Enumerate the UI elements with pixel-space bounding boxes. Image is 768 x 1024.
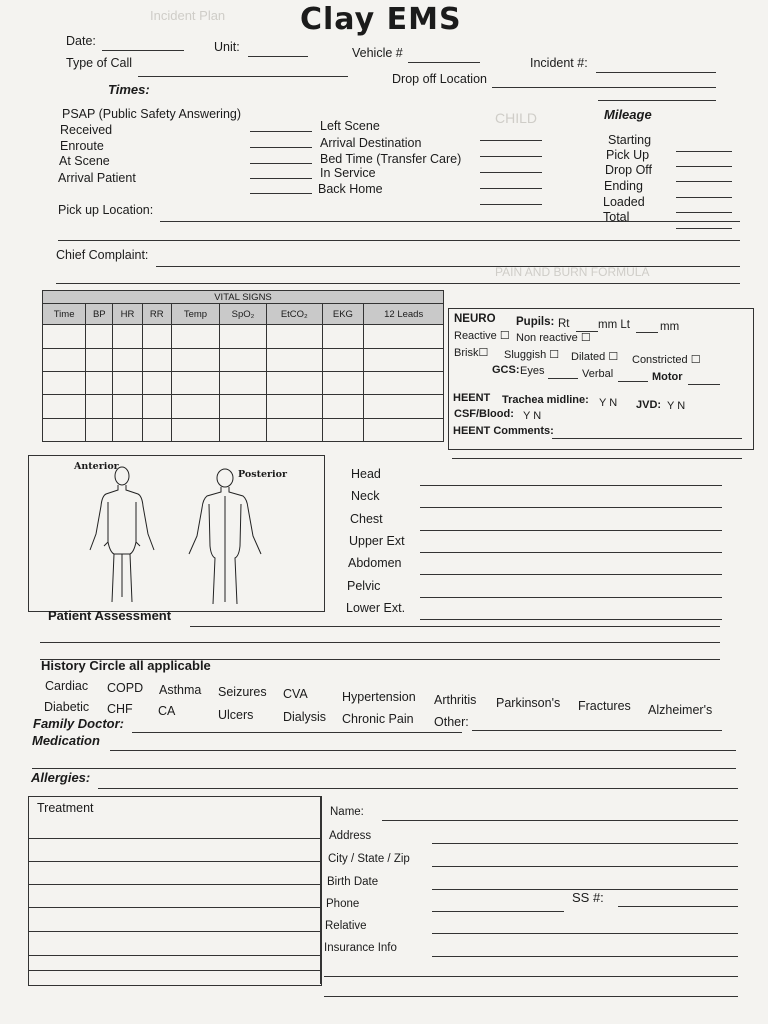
constricted-option[interactable] [632, 353, 701, 366]
address-field[interactable] [432, 843, 738, 844]
insurance-field-2[interactable] [324, 976, 738, 977]
treatment-row[interactable] [28, 838, 320, 839]
mm-lt-label: mm Lt [598, 319, 630, 331]
assessment-field[interactable] [190, 626, 720, 627]
time-label: Enroute [60, 139, 104, 153]
brisk-label: Brisk [454, 347, 479, 359]
region-label: Head [351, 467, 381, 481]
checkbox-icon[interactable]: ☐ [499, 330, 510, 342]
vs-col-header: Temp [171, 304, 219, 325]
region-label: Upper Ext [349, 534, 405, 548]
drop-off-field-2[interactable] [598, 100, 716, 101]
vs-cell[interactable] [364, 325, 444, 348]
region-field[interactable] [420, 619, 722, 620]
heent-comments-label: HEENT Comments: [453, 425, 554, 437]
history-item[interactable]: Parkinson's [496, 696, 561, 710]
history-item[interactable]: COPD [107, 681, 144, 695]
motor-label: Motor [652, 371, 683, 383]
vs-cell[interactable] [220, 325, 267, 348]
city-label: City / State / Zip [328, 853, 410, 865]
vs-col-header: HR [113, 304, 142, 325]
pupils-label: Pupils: [516, 316, 555, 328]
vs-cell[interactable] [267, 372, 322, 395]
vs-cell[interactable] [113, 395, 142, 418]
time-field[interactable] [480, 140, 542, 141]
vs-cell[interactable] [267, 395, 322, 418]
vs-cell[interactable] [220, 395, 267, 418]
vs-cell[interactable] [142, 395, 171, 418]
time-field[interactable] [480, 204, 542, 205]
chief-complaint-field-2[interactable] [56, 283, 740, 284]
vs-cell[interactable] [220, 372, 267, 395]
family-doctor-label: Family Doctor: [33, 716, 125, 731]
mileage-heading: Mileage [604, 107, 652, 122]
region-label: Pelvic [347, 579, 381, 593]
vs-col-header: SpO₂ [220, 304, 267, 325]
unit-label: Unit: [214, 40, 240, 54]
vs-cell[interactable] [220, 418, 267, 441]
vs-cell[interactable] [322, 372, 364, 395]
history-item[interactable]: CVA [283, 687, 308, 701]
name-label: Name: [330, 806, 364, 818]
drop-off-label: Drop off Location [392, 72, 487, 86]
allergies-field[interactable] [98, 788, 738, 789]
vs-cell[interactable] [86, 348, 113, 371]
non-reactive-label: Non reactive [516, 332, 578, 344]
vs-cell[interactable] [364, 395, 444, 418]
vs-cell[interactable] [364, 372, 444, 395]
constricted-label: Constricted [632, 354, 688, 366]
vs-cell[interactable] [113, 325, 142, 348]
neuro-label: NEURO [454, 313, 496, 325]
checkbox-icon[interactable]: ☐ [549, 349, 560, 361]
vs-cell[interactable] [220, 348, 267, 371]
time-field[interactable] [250, 193, 312, 194]
history-item[interactable]: Arthritis [434, 693, 477, 707]
vs-cell[interactable] [43, 395, 86, 418]
vs-cell[interactable] [267, 348, 322, 371]
mileage-label: Total [603, 210, 630, 224]
vs-cell[interactable] [113, 418, 142, 441]
vs-cell[interactable] [142, 372, 171, 395]
mileage-field[interactable] [676, 166, 732, 167]
mileage-label: Loaded [603, 195, 645, 209]
vs-cell[interactable] [171, 348, 219, 371]
address-label: Address [329, 830, 372, 842]
treatment-row[interactable] [28, 861, 320, 862]
vs-row [43, 372, 444, 395]
dilated-label: Dilated [571, 351, 606, 363]
date-label: Date: [66, 34, 96, 48]
vs-cell[interactable] [171, 325, 219, 348]
treatment-row[interactable] [28, 955, 320, 956]
time-label: At Scene [59, 154, 110, 168]
pickup-label: Pick up Location: [58, 203, 154, 217]
time-field[interactable] [480, 156, 542, 157]
region-field[interactable] [420, 574, 722, 575]
gcs-label: GCS: [492, 364, 520, 376]
vs-row [43, 348, 444, 371]
bleed-through-text: CHILD [495, 110, 538, 126]
medication-label: Medication [32, 733, 100, 748]
time-field[interactable] [480, 172, 542, 173]
vs-col-header: BP [86, 304, 113, 325]
vs-cell[interactable] [86, 372, 113, 395]
time-field[interactable] [480, 188, 542, 189]
type-of-call-field[interactable] [138, 76, 348, 77]
vs-cell[interactable] [171, 395, 219, 418]
medication-field[interactable] [110, 750, 736, 751]
vs-cell[interactable] [171, 372, 219, 395]
vs-cell[interactable] [267, 418, 322, 441]
date-field[interactable] [102, 50, 184, 51]
region-label: Lower Ext. [346, 601, 406, 615]
history-item[interactable]: Alzheimer's [648, 703, 713, 717]
posterior-label: Posterior [238, 469, 287, 480]
family-doctor-field[interactable] [132, 732, 462, 733]
history-item[interactable]: CHF [107, 702, 133, 716]
treatment-row[interactable] [28, 970, 320, 971]
time-field[interactable] [250, 178, 312, 179]
vs-col-header: Time [43, 304, 86, 325]
drop-off-field[interactable] [492, 87, 716, 88]
patient-assessment-label: Patient Assessment [48, 608, 172, 623]
time-field[interactable] [250, 147, 312, 148]
history-item[interactable]: Chronic Pain [342, 712, 414, 726]
bleed-through-text: Incident Plan [150, 8, 226, 23]
pickup-field[interactable] [160, 221, 740, 222]
anterior-body-figure[interactable] [78, 462, 162, 607]
vital-signs-table [42, 290, 444, 442]
chief-complaint-label: Chief Complaint: [56, 248, 149, 262]
mileage-field[interactable] [676, 228, 732, 229]
treatment-row[interactable] [28, 884, 320, 885]
vs-cell[interactable] [43, 372, 86, 395]
time-label: Arrival Patient [58, 171, 136, 185]
incident-label: Incident #: [530, 56, 588, 70]
mileage-field[interactable] [676, 181, 732, 182]
lt-field[interactable] [636, 332, 658, 333]
checkbox-icon[interactable]: ☐ [608, 351, 619, 363]
vs-col-header: EKG [322, 304, 364, 325]
region-field[interactable] [420, 485, 722, 486]
allergies-label: Allergies: [31, 770, 91, 785]
insurance-field-3[interactable] [324, 996, 738, 997]
city-field[interactable] [432, 866, 738, 867]
time-label: Left Scene [320, 119, 380, 133]
checkbox-icon[interactable]: ☐ [690, 354, 701, 366]
form-title: Clay EMS [300, 2, 462, 37]
history-item[interactable]: Diabetic [44, 700, 90, 714]
trachea-yn[interactable]: Y N [599, 397, 618, 409]
mileage-field[interactable] [676, 151, 732, 152]
vs-cell[interactable] [364, 348, 444, 371]
relative-label: Relative [325, 920, 367, 932]
vs-cell[interactable] [86, 325, 113, 348]
relative-field[interactable] [432, 933, 738, 934]
birth-date-label: Birth Date [327, 876, 379, 888]
vs-cell[interactable] [322, 395, 364, 418]
heent-label: HEENT [453, 392, 491, 404]
mileage-label: Starting [608, 133, 652, 147]
time-label: Bed Time (Transfer Care) [320, 152, 462, 166]
heent-comments-field-2[interactable] [452, 458, 742, 459]
eyes-field[interactable] [548, 378, 578, 379]
vs-row [43, 325, 444, 348]
vs-cell[interactable] [171, 418, 219, 441]
region-label: Abdomen [348, 556, 402, 570]
region-field[interactable] [420, 597, 722, 598]
history-item[interactable]: Asthma [159, 683, 202, 697]
vs-col-header: EtCO₂ [267, 304, 322, 325]
vs-cell[interactable] [142, 348, 171, 371]
history-item[interactable]: Seizures [218, 685, 267, 699]
times-heading: Times: [108, 82, 150, 97]
incident-field[interactable] [596, 72, 716, 73]
insurance-label: Insurance Info [324, 942, 397, 954]
vs-cell[interactable] [364, 418, 444, 441]
vs-cell[interactable] [142, 325, 171, 348]
sluggish-option[interactable] [504, 348, 559, 361]
chief-complaint-field[interactable] [156, 266, 740, 267]
mileage-label: Drop Off [605, 163, 653, 177]
motor-field[interactable] [688, 384, 720, 385]
medication-field-2[interactable] [32, 768, 736, 769]
assessment-field[interactable] [40, 642, 720, 643]
ss-label: SS #: [572, 890, 604, 905]
brisk-option[interactable] [454, 346, 488, 359]
checkbox-icon[interactable]: ☐ [478, 347, 489, 359]
vs-cell[interactable] [267, 325, 322, 348]
time-label: Arrival Destination [320, 136, 422, 150]
phone-label: Phone [326, 898, 360, 910]
dilated-option[interactable] [571, 350, 618, 363]
mileage-field[interactable] [676, 212, 732, 213]
insurance-field[interactable] [432, 956, 738, 957]
bleed-through-text: PAIN AND BURN FORMULA [495, 265, 650, 279]
mileage-label: Pick Up [606, 148, 650, 162]
vs-cell[interactable] [43, 348, 86, 371]
mileage-field[interactable] [676, 197, 732, 198]
unit-field[interactable] [248, 56, 308, 57]
checkbox-icon[interactable]: ☐ [580, 332, 591, 344]
other-label: Other: [434, 715, 469, 729]
history-item[interactable]: Cardiac [45, 679, 89, 693]
jvd-yn[interactable]: Y N [667, 400, 686, 412]
reactive-option[interactable] [454, 329, 510, 342]
anterior-label: Anterior [74, 461, 119, 472]
vs-cell[interactable] [142, 418, 171, 441]
eyes-label: Eyes [520, 365, 545, 377]
history-item[interactable]: Fractures [578, 699, 631, 713]
region-label: Chest [350, 512, 383, 526]
treatment-row[interactable] [28, 931, 320, 932]
vehicle-label: Vehicle # [352, 46, 403, 60]
vs-col-header: RR [142, 304, 171, 325]
vs-cell[interactable] [86, 395, 113, 418]
history-item[interactable]: Hypertension [342, 690, 416, 704]
reactive-label: Reactive [454, 330, 497, 342]
mileage-label: Ending [604, 179, 643, 193]
time-label: In Service [320, 166, 376, 180]
divider [320, 796, 321, 984]
vehicle-field[interactable] [408, 62, 480, 63]
treatment-box [28, 796, 322, 986]
vs-cell[interactable] [43, 418, 86, 441]
time-label: PSAP (Public Safety Answering) [62, 107, 242, 121]
vs-cell[interactable] [43, 325, 86, 348]
vs-cell[interactable] [322, 325, 364, 348]
treatment-label: Treatment [37, 801, 94, 815]
mm-label: mm [660, 321, 680, 333]
posterior-body-figure[interactable] [183, 466, 267, 608]
vs-cell[interactable] [113, 348, 142, 371]
region-field[interactable] [420, 530, 722, 531]
ss-field[interactable] [618, 906, 738, 907]
time-field[interactable] [250, 163, 312, 164]
vital-signs-title: VITAL SIGNS [43, 291, 444, 304]
heent-comments-field[interactable] [552, 438, 742, 439]
vs-cell[interactable] [113, 372, 142, 395]
region-field[interactable] [420, 552, 722, 553]
non-reactive-option[interactable] [516, 331, 591, 344]
history-item[interactable]: Dialysis [283, 710, 327, 724]
verbal-field[interactable] [618, 381, 648, 382]
time-field[interactable] [250, 131, 312, 132]
name-field[interactable] [382, 820, 738, 821]
history-item[interactable]: CA [158, 704, 176, 718]
region-label: Neck [351, 489, 380, 503]
jvd-label: JVD: [636, 399, 662, 411]
region-field[interactable] [420, 507, 722, 508]
vs-cell[interactable] [86, 418, 113, 441]
vs-row [43, 418, 444, 441]
pickup-field-2[interactable] [58, 240, 740, 241]
csf-label: CSF/Blood: [454, 408, 514, 420]
time-label: Received [60, 123, 113, 137]
time-label: Back Home [318, 182, 383, 196]
sluggish-label: Sluggish [504, 349, 547, 361]
phone-field[interactable] [432, 911, 564, 912]
other-field[interactable] [472, 730, 722, 731]
history-item[interactable]: Ulcers [218, 708, 254, 722]
vs-cell[interactable] [322, 348, 364, 371]
vs-cell[interactable] [322, 418, 364, 441]
type-of-call-label: Type of Call [66, 56, 133, 70]
verbal-label: Verbal [582, 368, 614, 380]
treatment-row[interactable] [28, 907, 320, 908]
vs-row [43, 395, 444, 418]
vs-col-header: 12 Leads [364, 304, 444, 325]
history-heading: History Circle all applicable [41, 658, 211, 673]
csf-yn[interactable]: Y N [523, 410, 542, 422]
trachea-label: Trachea midline: [502, 394, 589, 406]
rt-label: Rt [558, 318, 570, 330]
